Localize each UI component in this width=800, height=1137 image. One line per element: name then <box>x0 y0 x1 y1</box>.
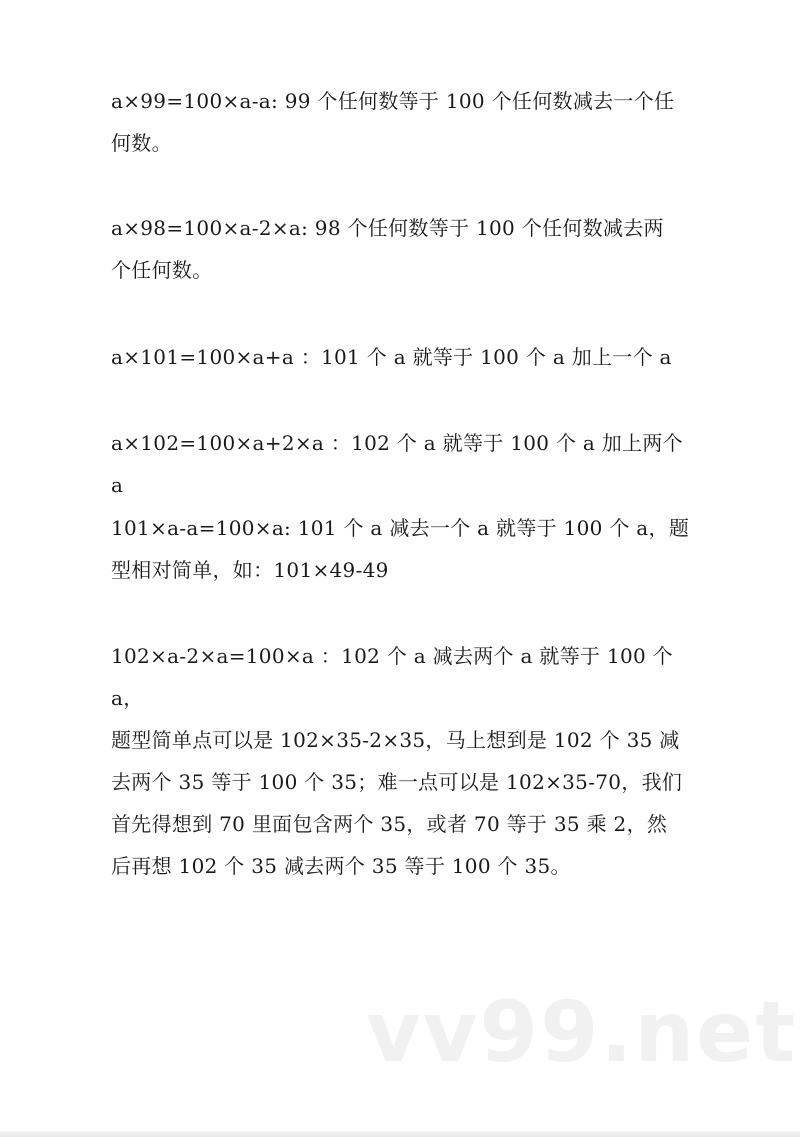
paragraph-line: 去两个 35 等于 100 个 35；难一点可以是 102×35-70，我们 <box>111 770 683 794</box>
paragraph-line: 101×a-a=100×a: 101 个 a 减去一个 a 就等于 100 个 a，题 <box>111 516 690 540</box>
paragraph-line: a×101=100×a+a ：101 个 a 就等于 100 个 a 加上一个 a <box>111 345 672 369</box>
paragraph-line: a×98=100×a-2×a: 98 个任何数等于 100 个任何数减去两 <box>111 216 664 240</box>
paragraph-line: a×102=100×a+2×a ：102 个 a 就等于 100 个 a 加上两个 a <box>111 431 683 497</box>
paragraph-line: a×99=100×a-a: 99 个任何数等于 100 个任何数减去一个任 <box>111 89 675 113</box>
paragraph-101-times-a <box>111 507 691 591</box>
paragraph-102-times-a <box>111 635 691 887</box>
paragraph-a-times-101 <box>111 336 691 378</box>
paragraph-line: 型相对简单，如：101×49-49 <box>111 558 389 582</box>
paragraph-line: 后再想 102 个 35 减去两个 35 等于 100 个 35。 <box>111 854 571 878</box>
paragraph-a-times-99 <box>111 80 691 164</box>
page-bottom-edge <box>0 1131 800 1137</box>
watermark: vv99.net <box>366 983 798 1081</box>
paragraph-line: 题型简单点可以是 102×35-2×35，马上想到是 102 个 35 减 <box>111 728 680 752</box>
paragraph-line: 个任何数。 <box>111 258 213 282</box>
paragraph-line: 首先得想到 70 里面包含两个 35，或者 70 等于 35 乘 2，然 <box>111 812 668 836</box>
paragraph-line: 何数。 <box>111 131 172 155</box>
paragraph-a-times-98 <box>111 207 691 291</box>
paragraph-line: 102×a-2×a=100×a ：102 个 a 减去两个 a 就等于 100 个 a， <box>111 644 673 710</box>
paragraph-a-times-102 <box>111 422 691 506</box>
